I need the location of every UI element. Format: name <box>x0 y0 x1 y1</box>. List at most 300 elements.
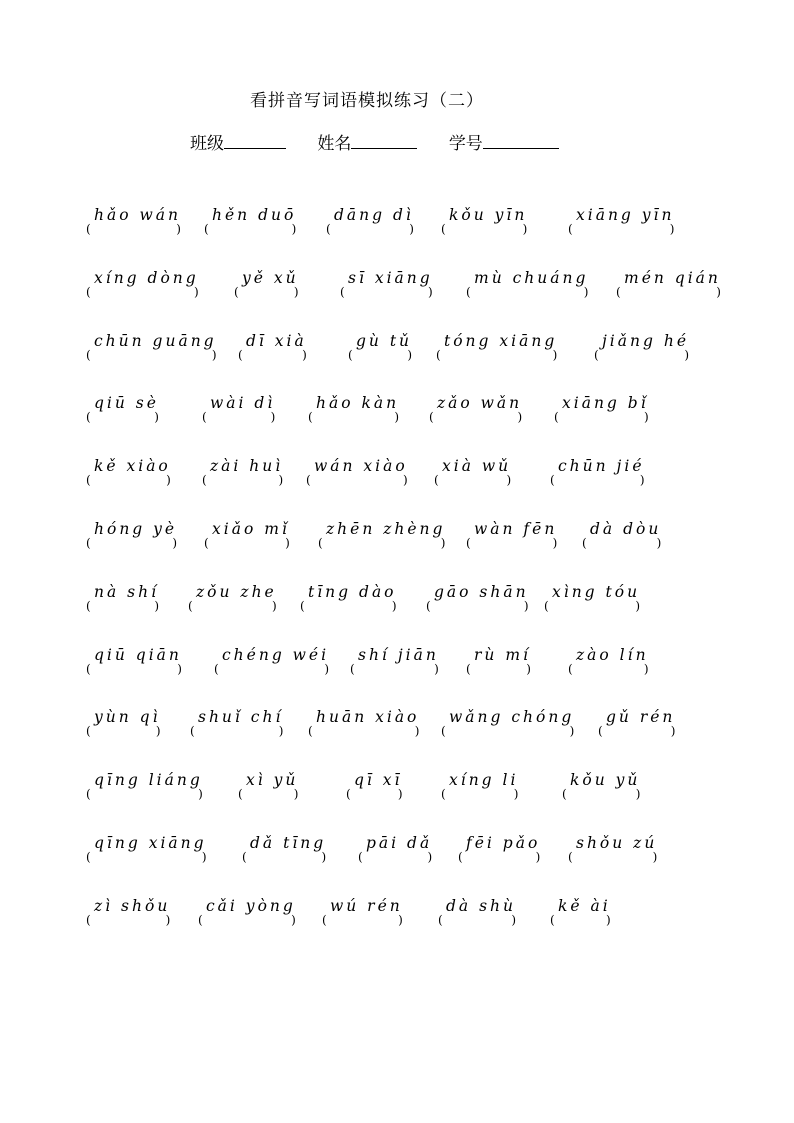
pinyin-item <box>198 896 296 930</box>
pinyin-item <box>202 456 283 490</box>
close-paren: ) <box>526 661 531 676</box>
close-paren: ) <box>716 284 721 299</box>
answer-box[interactable] <box>441 222 527 236</box>
close-paren: ) <box>403 473 408 488</box>
exercise-row <box>86 519 746 582</box>
pinyin-text: nà shí <box>94 582 160 601</box>
open-paren: ( <box>86 410 91 425</box>
close-paren: ) <box>211 347 217 362</box>
exercise-grid <box>86 205 746 959</box>
close-paren: ) <box>407 347 413 362</box>
open-paren: ( <box>322 912 327 927</box>
open-paren: ( <box>598 724 603 739</box>
pinyin-item <box>436 331 557 365</box>
answer-box[interactable] <box>434 473 511 487</box>
open-paren: ( <box>429 410 434 425</box>
close-paren: ) <box>643 410 649 425</box>
pinyin-item <box>616 268 721 302</box>
answer-box[interactable] <box>238 787 298 801</box>
pinyin-text: gāo shān <box>434 582 529 601</box>
open-paren: ( <box>306 473 311 488</box>
open-paren: ( <box>568 661 573 676</box>
open-paren: ( <box>340 284 345 299</box>
answer-box[interactable] <box>426 599 529 613</box>
close-paren: ) <box>517 410 523 425</box>
close-paren: ) <box>523 598 529 613</box>
answer-box[interactable] <box>568 222 674 236</box>
pinyin-text: xíng li <box>449 771 519 790</box>
pinyin-text: pāi dǎ <box>366 833 433 852</box>
open-paren: ( <box>202 473 207 488</box>
close-paren: ) <box>669 222 675 236</box>
pinyin-item <box>562 770 640 804</box>
answer-box[interactable] <box>86 348 217 362</box>
answer-box[interactable] <box>322 913 403 927</box>
pinyin-text: qiū qiān <box>94 645 182 664</box>
pinyin-item <box>466 268 588 302</box>
pinyin-text: hǎo wán <box>94 206 181 224</box>
open-paren: ( <box>86 347 91 362</box>
answer-box[interactable] <box>340 285 433 299</box>
open-paren: ( <box>204 535 209 550</box>
open-paren: ( <box>350 661 355 676</box>
page-title: 看拼音写词语模拟练习（二） <box>250 91 484 111</box>
pinyin-item <box>204 205 296 239</box>
open-paren: ( <box>86 849 91 864</box>
open-paren: ( <box>308 724 313 739</box>
close-paren: ) <box>394 410 400 425</box>
answer-box[interactable] <box>86 222 181 236</box>
open-paren: ( <box>550 912 555 927</box>
pinyin-text: xià wǔ <box>442 457 512 476</box>
open-paren: ( <box>318 535 323 550</box>
close-paren: ) <box>293 284 299 299</box>
close-paren: ) <box>198 787 203 802</box>
close-paren: ) <box>293 787 299 802</box>
close-paren: ) <box>434 661 439 676</box>
pinyin-item <box>441 205 527 239</box>
answer-box[interactable] <box>441 724 574 738</box>
open-paren: ( <box>458 849 463 864</box>
pinyin-text: zài huì <box>210 457 284 476</box>
pinyin-item <box>86 456 171 490</box>
pinyin-item <box>322 896 403 930</box>
answer-box[interactable] <box>188 599 277 613</box>
answer-box[interactable] <box>594 348 689 362</box>
pinyin-text: xiāng yīn <box>576 206 675 224</box>
answer-box[interactable] <box>436 348 557 362</box>
pinyin-item <box>86 205 181 239</box>
pinyin-item <box>598 707 675 741</box>
answer-box[interactable] <box>616 285 721 299</box>
exercise-row <box>86 770 746 833</box>
open-paren: ( <box>86 661 91 676</box>
close-paren: ) <box>552 535 558 550</box>
pinyin-item <box>458 833 540 867</box>
pinyin-text: xì yǔ <box>246 771 299 790</box>
open-paren: ( <box>242 849 247 864</box>
open-paren: ( <box>426 598 431 613</box>
pinyin-text: yě xǔ <box>242 268 299 287</box>
pinyin-text: cǎi yòng <box>206 896 296 915</box>
exercise-row <box>86 456 746 519</box>
pinyin-item <box>346 770 403 804</box>
open-paren: ( <box>300 598 305 613</box>
pinyin-text: dà shù <box>446 896 517 915</box>
pinyin-text: dǎ tīng <box>250 833 327 852</box>
close-paren: ) <box>154 598 160 613</box>
answer-box[interactable] <box>466 285 588 299</box>
pinyin-text: xìng tóu <box>552 582 641 601</box>
close-paren: ) <box>285 535 290 550</box>
pinyin-text: shí jiān <box>358 645 439 664</box>
close-paren: ) <box>166 473 171 488</box>
open-paren: ( <box>568 849 573 864</box>
exercise-row <box>86 645 746 708</box>
name-field <box>317 129 417 154</box>
open-paren: ( <box>202 410 207 425</box>
answer-box[interactable] <box>441 787 518 801</box>
pinyin-item <box>441 707 574 741</box>
pinyin-item <box>308 707 419 741</box>
open-paren: ( <box>86 787 91 802</box>
pinyin-text: wǎng chóng <box>449 708 575 727</box>
answer-box[interactable] <box>550 473 645 487</box>
pinyin-text: qīng xiāng <box>94 833 207 852</box>
answer-box[interactable] <box>358 850 432 864</box>
pinyin-item <box>466 645 531 679</box>
close-paren: ) <box>321 849 327 864</box>
close-paren: ) <box>513 787 519 802</box>
answer-box[interactable] <box>86 536 177 550</box>
answer-box[interactable] <box>466 536 557 550</box>
open-paren: ( <box>86 284 91 299</box>
close-paren: ) <box>643 661 649 676</box>
pinyin-text: chūn jié <box>558 457 645 476</box>
open-paren: ( <box>204 222 209 236</box>
answer-box[interactable] <box>86 850 207 864</box>
answer-box[interactable] <box>242 850 326 864</box>
close-paren: ) <box>506 473 512 488</box>
pinyin-text: zì shǒu <box>94 896 171 915</box>
open-paren: ( <box>358 849 363 864</box>
answer-box[interactable] <box>86 662 182 676</box>
close-paren: ) <box>670 724 676 739</box>
answer-box[interactable] <box>86 913 170 927</box>
pinyin-text: chéng wéi <box>222 645 330 664</box>
pinyin-item <box>86 896 170 930</box>
pinyin-item <box>318 519 445 553</box>
close-paren: ) <box>569 724 575 739</box>
answer-box[interactable] <box>86 599 159 613</box>
pinyin-item <box>86 770 203 804</box>
pinyin-text: xiǎo mǐ <box>212 519 290 538</box>
exercise-row <box>86 393 746 456</box>
open-paren: ( <box>86 598 91 613</box>
open-paren: ( <box>438 912 443 927</box>
close-paren: ) <box>414 724 420 739</box>
close-paren: ) <box>639 473 645 488</box>
answer-box[interactable] <box>568 850 657 864</box>
answer-box[interactable] <box>326 222 414 236</box>
pinyin-text: wán xiào <box>314 457 408 476</box>
pinyin-text: chūn guāng <box>94 331 217 350</box>
pinyin-item <box>238 770 298 804</box>
open-paren: ( <box>346 787 351 802</box>
answer-box[interactable] <box>214 662 329 676</box>
close-paren: ) <box>201 849 207 864</box>
pinyin-item <box>326 205 414 239</box>
open-paren: ( <box>441 724 446 739</box>
open-paren: ( <box>466 661 471 676</box>
student-info-line <box>190 129 559 154</box>
pinyin-item <box>86 707 161 741</box>
close-paren: ) <box>278 724 284 739</box>
pinyin-text: kě xiào <box>94 457 171 476</box>
open-paren: ( <box>562 787 567 802</box>
open-paren: ( <box>234 284 239 299</box>
open-paren: ( <box>86 724 91 739</box>
pinyin-item <box>188 582 277 616</box>
name-label: 姓名 <box>317 134 352 154</box>
number-label: 学号 <box>448 134 483 154</box>
pinyin-item <box>86 582 159 616</box>
pinyin-item <box>86 393 159 427</box>
name-blank[interactable] <box>351 133 417 149</box>
pinyin-text: kě ài <box>558 896 611 915</box>
open-paren: ( <box>86 912 91 927</box>
answer-box[interactable] <box>86 787 203 801</box>
close-paren: ) <box>324 661 330 676</box>
close-paren: ) <box>652 849 658 864</box>
pinyin-text: wàn fēn <box>474 519 558 538</box>
pinyin-text: hóng yè <box>94 519 178 538</box>
pinyin-item <box>544 582 640 616</box>
open-paren: ( <box>308 410 313 425</box>
open-paren: ( <box>594 347 599 362</box>
open-paren: ( <box>441 787 446 802</box>
answer-box[interactable] <box>346 787 403 801</box>
open-paren: ( <box>190 724 195 739</box>
answer-box[interactable] <box>86 473 171 487</box>
exercise-row <box>86 707 746 770</box>
close-paren: ) <box>194 284 199 299</box>
answer-box[interactable] <box>306 473 408 487</box>
pinyin-item <box>234 268 299 302</box>
pinyin-item <box>340 268 433 302</box>
close-paren: ) <box>270 410 276 425</box>
close-paren: ) <box>522 222 528 236</box>
answer-box[interactable] <box>86 724 161 738</box>
open-paren: ( <box>582 535 587 550</box>
pinyin-item <box>86 833 207 867</box>
open-paren: ( <box>86 535 91 550</box>
pinyin-item <box>214 645 329 679</box>
pinyin-text: dà dòu <box>590 519 662 538</box>
number-blank[interactable] <box>483 133 559 149</box>
pinyin-text: xiāng bǐ <box>562 394 649 413</box>
pinyin-text: shuǐ chí <box>198 708 284 727</box>
pinyin-item <box>202 393 275 427</box>
answer-box[interactable] <box>598 724 675 738</box>
answer-box[interactable] <box>238 348 307 362</box>
pinyin-item <box>441 770 518 804</box>
open-paren: ( <box>568 222 573 236</box>
pinyin-text: tīng dào <box>308 582 397 601</box>
answer-box[interactable] <box>308 410 399 424</box>
pinyin-text: mù chuáng <box>474 268 589 287</box>
pinyin-item <box>466 519 557 553</box>
pinyin-text: qiū sè <box>94 394 159 413</box>
pinyin-item <box>190 707 283 741</box>
close-paren: ) <box>427 849 433 864</box>
answer-box[interactable] <box>568 662 649 676</box>
close-paren: ) <box>176 222 181 236</box>
pinyin-text: rù mí <box>474 645 531 664</box>
close-paren: ) <box>583 284 589 299</box>
answer-box[interactable] <box>318 536 445 550</box>
open-paren: ( <box>441 222 446 236</box>
pinyin-text: jiǎng hé <box>602 331 689 350</box>
pinyin-item <box>594 331 689 365</box>
open-paren: ( <box>86 222 91 236</box>
close-paren: ) <box>302 347 307 362</box>
pinyin-item <box>242 833 326 867</box>
pinyin-item <box>306 456 408 490</box>
close-paren: ) <box>409 222 414 236</box>
answer-box[interactable] <box>308 724 419 738</box>
close-paren: ) <box>397 787 403 802</box>
pinyin-text: tóng xiāng <box>444 331 558 350</box>
pinyin-item <box>204 519 290 553</box>
open-paren: ( <box>436 347 441 362</box>
pinyin-text: fēi pǎo <box>466 833 541 852</box>
open-paren: ( <box>238 347 243 362</box>
answer-box[interactable] <box>562 787 640 801</box>
pinyin-item <box>568 645 649 679</box>
pinyin-text: shǒu zú <box>576 833 658 852</box>
answer-box[interactable] <box>466 662 531 676</box>
number-field <box>449 129 559 154</box>
pinyin-item <box>86 519 177 553</box>
open-paren: ( <box>616 284 621 299</box>
answer-box[interactable] <box>348 348 412 362</box>
answer-box[interactable] <box>86 285 199 299</box>
pinyin-text: zào lín <box>576 645 649 664</box>
close-paren: ) <box>291 912 296 927</box>
open-paren: ( <box>466 535 471 550</box>
close-paren: ) <box>165 912 171 927</box>
class-blank[interactable] <box>224 133 286 149</box>
close-paren: ) <box>656 535 662 550</box>
open-paren: ( <box>214 661 219 676</box>
exercise-row <box>86 833 746 896</box>
pinyin-item <box>86 645 182 679</box>
answer-box[interactable] <box>204 222 296 236</box>
open-paren: ( <box>434 473 439 488</box>
answer-box[interactable] <box>204 536 290 550</box>
answer-box[interactable] <box>202 410 275 424</box>
close-paren: ) <box>428 284 433 299</box>
pinyin-text: mén qián <box>624 268 721 287</box>
pinyin-item <box>429 393 522 427</box>
answer-box[interactable] <box>86 410 159 424</box>
answer-box[interactable] <box>198 913 296 927</box>
answer-box[interactable] <box>350 662 439 676</box>
pinyin-text: dāng dì <box>334 206 414 224</box>
pinyin-text: xíng dòng <box>94 268 199 287</box>
answer-box[interactable] <box>582 536 661 550</box>
pinyin-text: zhēn zhèng <box>326 519 446 538</box>
close-paren: ) <box>177 661 182 676</box>
pinyin-item <box>550 896 611 930</box>
answer-box[interactable] <box>544 599 640 613</box>
class-field <box>190 129 286 154</box>
pinyin-text: zǎo wǎn <box>437 394 523 413</box>
close-paren: ) <box>172 535 178 550</box>
pinyin-item <box>348 331 412 365</box>
pinyin-text: wú rén <box>330 896 403 915</box>
pinyin-text: gù tǔ <box>356 331 413 350</box>
pinyin-text: sī xiāng <box>348 268 433 287</box>
answer-box[interactable] <box>190 724 283 738</box>
close-paren: ) <box>511 912 517 927</box>
exercise-row <box>86 331 746 394</box>
pinyin-item <box>550 456 645 490</box>
open-paren: ( <box>550 473 555 488</box>
exercise-row <box>86 896 746 959</box>
answer-box[interactable] <box>554 410 649 424</box>
pinyin-text: qī xī <box>354 771 403 790</box>
close-paren: ) <box>155 724 161 739</box>
open-paren: ( <box>238 787 243 802</box>
pinyin-text: kǒu yīn <box>449 206 528 224</box>
answer-box[interactable] <box>234 285 299 299</box>
pinyin-item <box>86 331 217 365</box>
pinyin-item <box>568 205 674 239</box>
pinyin-text: gǔ rén <box>606 708 676 727</box>
pinyin-text: kǒu yǔ <box>570 771 641 790</box>
close-paren: ) <box>272 598 277 613</box>
close-paren: ) <box>606 912 611 927</box>
close-paren: ) <box>552 347 558 362</box>
pinyin-item <box>434 456 511 490</box>
exercise-row <box>86 268 746 331</box>
pinyin-item <box>238 331 307 365</box>
open-paren: ( <box>554 410 559 425</box>
pinyin-text: qīng liáng <box>94 771 203 790</box>
open-paren: ( <box>188 598 193 613</box>
close-paren: ) <box>635 787 641 802</box>
close-paren: ) <box>535 849 541 864</box>
pinyin-text: dī xià <box>246 331 307 350</box>
close-paren: ) <box>684 347 689 362</box>
pinyin-text: yùn qì <box>94 708 161 727</box>
answer-box[interactable] <box>438 913 516 927</box>
class-label: 班级 <box>190 134 224 154</box>
answer-box[interactable] <box>300 599 397 613</box>
pinyin-item <box>426 582 529 616</box>
pinyin-item <box>438 896 516 930</box>
answer-box[interactable] <box>458 850 540 864</box>
open-paren: ( <box>86 473 91 488</box>
open-paren: ( <box>544 598 549 613</box>
answer-box[interactable] <box>429 410 522 424</box>
pinyin-item <box>300 582 397 616</box>
answer-box[interactable] <box>202 473 283 487</box>
answer-box[interactable] <box>550 913 611 927</box>
pinyin-item <box>554 393 649 427</box>
